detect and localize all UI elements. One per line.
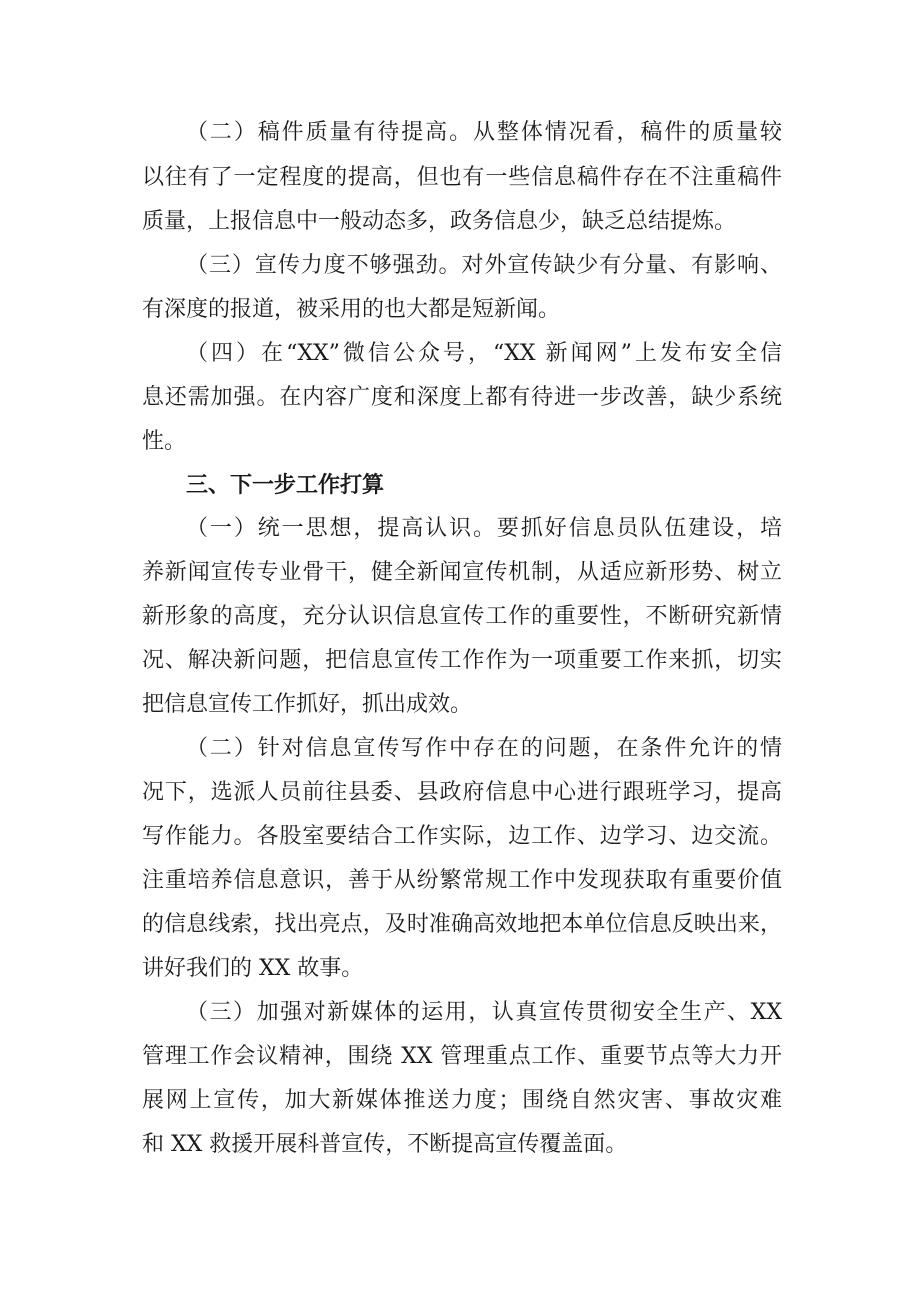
paragraph-line: 注重培养信息意识，善于从纷繁常规工作中发现获取有重要价值 — [142, 868, 782, 893]
paragraph-line: 展网上宣传，加大新媒体推送力度；围绕自然灾害、事故灾难 — [142, 1088, 782, 1113]
paragraph-line: （四）在“XX”微信公众号，“XX 新闻网”上发布安全信 — [186, 341, 782, 366]
paragraph-line: 讲好我们的 XX 故事。 — [142, 956, 364, 981]
paragraph-line: （二）针对信息宣传写作中存在的问题，在条件允许的情 — [186, 736, 782, 761]
paragraph-line: 把信息宣传工作抓好，抓出成效。 — [142, 692, 473, 717]
paragraph-line: （一）统一思想，提高认识。要抓好信息员队伍建设，培 — [186, 516, 782, 541]
paragraph-line: 况、解决新问题，把信息宣传工作作为一项重要工作来抓，切实 — [142, 648, 782, 673]
paragraph-line: 新形象的高度，充分认识信息宣传工作的重要性，不断研究新情 — [142, 604, 782, 629]
paragraph-line: 的信息线索，找出亮点，及时准确高效地把本单位信息反映出来， — [142, 912, 782, 937]
paragraph-line: 养新闻宣传专业骨干，健全新闻宣传机制，从适应新形势、树立 — [142, 560, 782, 585]
paragraph-line: 质量，上报信息中一般动态多，政务信息少，缺乏总结提炼。 — [142, 209, 737, 234]
paragraph-line: 和 XX 救援开展科普宣传，不断提高宣传覆盖面。 — [142, 1132, 628, 1157]
paragraph-line: 写作能力。各股室要结合工作实际，边工作、边学习、边交流。 — [142, 824, 782, 849]
paragraph-line: （三）宣传力度不够强劲。对外宣传缺少有分量、有影响、 — [186, 253, 782, 278]
section-heading: 三、下一步工作打算 — [186, 473, 385, 498]
paragraph-line: 以往有了一定程度的提高，但也有一些信息稿件存在不注重稿件 — [142, 165, 782, 190]
paragraph-line: （三）加强对新媒体的运用，认真宣传贯彻安全生产、XX — [186, 1000, 782, 1025]
paragraph-line: 性。 — [142, 429, 187, 454]
paragraph-line: （二）稿件质量有待提高。从整体情况看，稿件的质量较 — [186, 120, 782, 145]
paragraph-line: 有深度的报道，被采用的也大都是短新闻。 — [142, 297, 561, 322]
paragraph-line: 况下，选派人员前往县委、县政府信息中心进行跟班学习，提高 — [142, 780, 782, 805]
paragraph-line: 管理工作会议精神，围绕 XX 管理重点工作、重要节点等大力开 — [142, 1044, 782, 1069]
paragraph-line: 息还需加强。在内容广度和深度上都有待进一步改善，缺少系统 — [142, 385, 782, 410]
